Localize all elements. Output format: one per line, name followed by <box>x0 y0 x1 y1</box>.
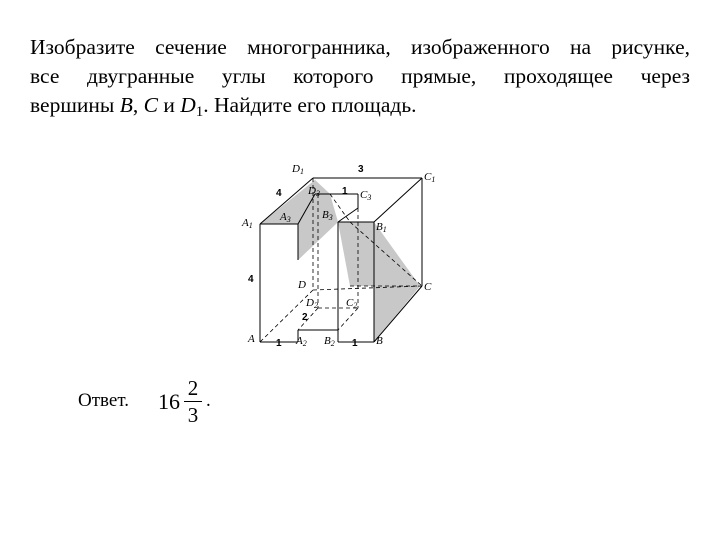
label-b2: B2 <box>324 335 335 348</box>
label-c: C <box>424 281 432 293</box>
label-d3: D3 <box>308 185 320 198</box>
answer-fraction <box>184 376 202 427</box>
label-d1: D1 <box>292 163 304 176</box>
label-a3: A3 <box>280 211 291 224</box>
answer-label: Ответ. <box>78 390 129 411</box>
label-c1: C1 <box>424 171 436 184</box>
section-shading <box>260 180 420 342</box>
label-b3: B3 <box>322 209 333 222</box>
label-d2: D2 <box>306 297 318 310</box>
label-c3: C3 <box>360 189 372 202</box>
answer-numerator: 2 <box>187 376 199 400</box>
dim-step: 1 <box>342 186 348 197</box>
label-b: B <box>376 335 383 347</box>
problem-statement <box>30 33 690 127</box>
label-c2: C2 <box>346 297 358 310</box>
dim-top: 3 <box>358 164 364 175</box>
label-d: D <box>298 279 306 291</box>
dim-height: 4 <box>248 274 254 285</box>
problem-line-2: все двугранные углы которого прямые, проходящее через <box>30 64 690 88</box>
label-a: A <box>248 333 255 345</box>
problem-line-3: вершины B, C и $D_1$. Найдите его площадь. <box>30 93 417 120</box>
answer-dot: . <box>206 390 211 411</box>
answer-denominator: 3 <box>187 403 199 427</box>
label-a2: A2 <box>296 335 307 348</box>
vertex-d1: D <box>180 93 196 117</box>
dim-left-top: 4 <box>276 188 282 199</box>
polyhedron-figure <box>230 150 470 350</box>
label-b1: B1 <box>376 221 387 234</box>
vertex-c: C <box>143 93 158 117</box>
problem-line-1: Изобразите сечение многогранника, изображенного на рисунке, <box>30 35 690 59</box>
answer-whole: 16 <box>158 389 180 414</box>
fraction-bar <box>184 401 202 402</box>
vertex-b: B <box>119 93 133 117</box>
dim-inner: 2 <box>302 312 308 323</box>
label-a1: A1 <box>242 217 253 230</box>
dim-bottom-1: 1 <box>276 338 282 349</box>
dim-bottom-2: 1 <box>352 338 358 349</box>
